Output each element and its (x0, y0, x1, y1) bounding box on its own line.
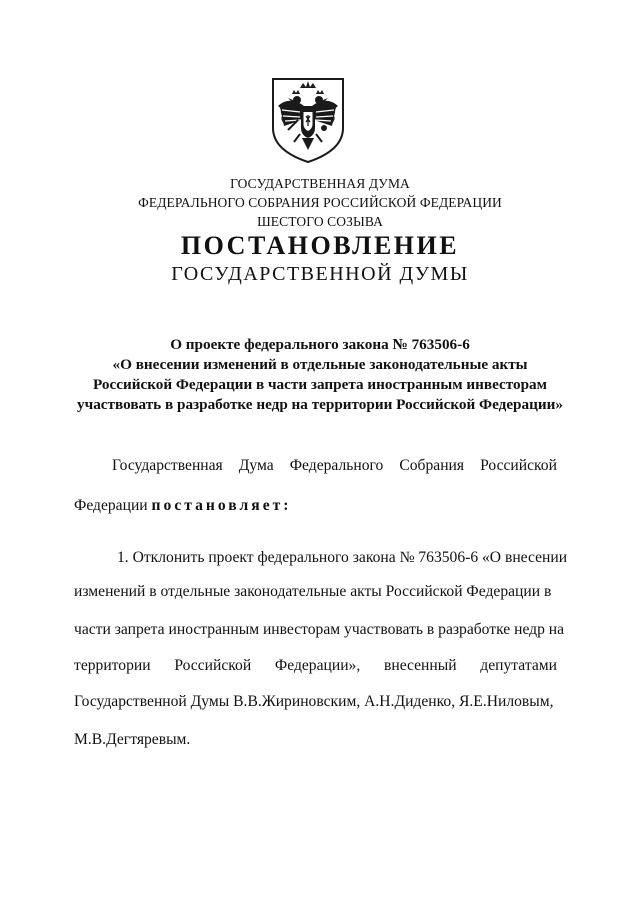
preamble-word: Российской (480, 457, 557, 474)
item1-word: депутатами (480, 657, 557, 674)
preamble-line-1 (112, 456, 557, 476)
header-line-convocation: ШЕСТОГО СОЗЫВА (257, 214, 383, 229)
item1-line-3: части запрета иностранным инвесторам участвовать в разработке недр на (74, 621, 565, 638)
subject-line-2: «О внесении изменений в отдельные законодательные акты (112, 356, 528, 373)
subject-line-4: участвовать в разработке недр на территории Российской Федерации» (77, 396, 563, 413)
preamble-resolves: постановляет: (151, 497, 292, 514)
item1-word: Российской (174, 657, 252, 674)
preamble-word: Дума (238, 457, 274, 474)
resolution-subject (60, 335, 580, 415)
item1-word: внесенный (383, 657, 457, 674)
preamble-word: Федерального (289, 457, 384, 474)
item1-line-2: изменений в отдельные законодательные акты Российской Федерации в (74, 583, 552, 600)
preamble-word: Государственная (112, 457, 223, 474)
document-title: ПОСТАНОВЛЕНИЕ (180, 231, 460, 260)
document-subtitle: ГОСУДАРСТВЕННОЙ ДУМЫ (171, 263, 469, 285)
item1-word: Федерации», (274, 657, 361, 674)
preamble-word: Собрания (399, 457, 465, 474)
coat-of-arms-icon (270, 76, 346, 164)
item1-line-6: М.В.Дегтяревым. (74, 731, 191, 748)
preamble-federation: Федерации (74, 497, 152, 514)
header-line-assembly: ФЕДЕРАЛЬНОГО СОБРАНИЯ РОССИЙСКОЙ ФЕДЕРАЦИИ (138, 195, 502, 210)
header-line-duma: ГОСУДАРСТВЕННАЯ ДУМА (230, 176, 410, 191)
subject-line-3: Российской Федерации в части запрета иностранным инвесторам (92, 376, 547, 393)
item1-line-5: Государственной Думы В.В.Жириновским, А.Н.Диденко, Я.Е.Ниловым, (74, 693, 554, 710)
preamble-line-2 (74, 496, 291, 516)
item1-word: территории (74, 657, 151, 674)
item1-line-1: 1. Отклонить проект федерального закона № 763506-6 «О внесении (117, 549, 568, 566)
item1-line-4 (74, 656, 557, 676)
issuing-body-header (0, 174, 640, 231)
subject-line-1: О проекте федерального закона № 763506-6 (170, 336, 470, 353)
